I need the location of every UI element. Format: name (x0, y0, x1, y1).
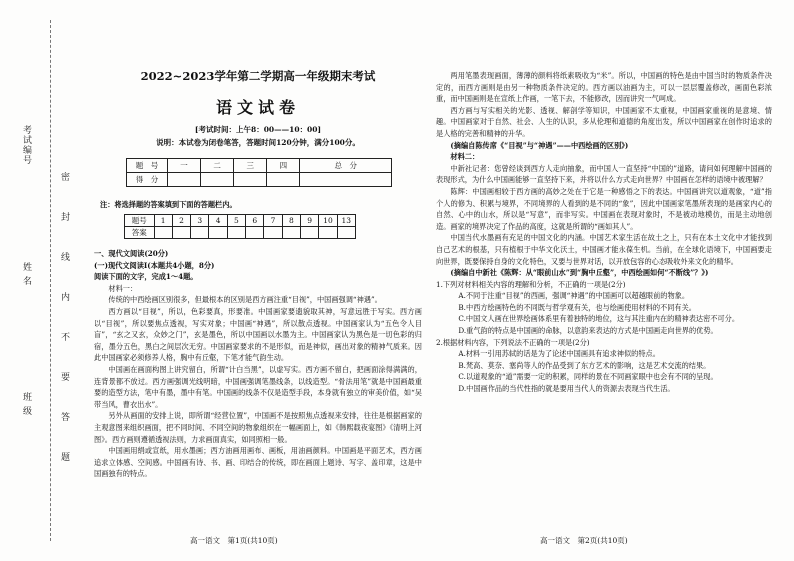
material-label: 材料二： (450, 152, 480, 162)
answer-table-alabel: 答案 (125, 227, 155, 239)
paragraph: 西方画与写实相关的光影、透视、解剖学等知识，中国画家不太重视，中国画家重视的是意境、情趣。中国画家对于自然、社会、人生的认识，多从伦理和道德的角度出发，所以中国画家在创作时追求的是人格的完善和精神的升华。 (436, 105, 772, 138)
option: A.不同于注重“目视”的西画，强调“神遇”的中国画可以超越眼前的物象。 (458, 291, 690, 301)
score-cell[interactable] (300, 173, 392, 187)
exam-notice: 说明：本试卷为闭卷笔答，答题时间120分钟，满分100分。 (156, 138, 360, 147)
seal-char: 密 (59, 172, 69, 182)
answer-cell[interactable] (301, 227, 319, 239)
question-number: 10 (319, 215, 337, 227)
seal-char: 线 (59, 252, 69, 262)
seal-line (50, 20, 51, 541)
score-table-header: 题 号 (127, 159, 168, 173)
option: D.重气韵的特点是中国画的命脉，以意韵来表达的方式是中国画走向世界的优势。 (458, 326, 718, 336)
class-label: 班 级 (21, 392, 31, 416)
answer-table-qlabel: 题号 (125, 215, 155, 227)
option: B.中西方绘画特色的不同既与哲学观有关，也与绘画使用材料的不同有关。 (458, 302, 696, 312)
paragraph: 中国当代水墨画有充足的中国文化的内涵。中国艺术家生活在故土之上，只有在本土文化中才能找到自己艺术的根基，只有植根于中华文化沃土，中国画才能永葆生机。当前，在全球化语境下，中国画要走向世界，既要保持自身的文化特色，又要与世界对话，以开放包容的心态吸收外来文化的精华。 (436, 233, 772, 266)
answer-note: 注：将选择题的答案填到下面的答题栏内。 (100, 200, 237, 209)
question-number: 8 (282, 215, 300, 227)
score-col: 二 (201, 159, 234, 173)
score-col: 总 分 (300, 159, 392, 173)
paragraph: 另外从画面的安排上说，即所谓“经营位置”，中国画不是按照焦点透视来安排，往往是根据画家的主观意图来组织画面，把不同时间、不同空间的物象组织在一幅画面上，如《韩熙载夜宴图》《清明上河图》。西方画则遵循透视法则，力求画面真实，如同照相一般。 (94, 411, 422, 444)
instruction: 阅读下面的文字，完成1～4题。 (94, 272, 198, 282)
page-footer-left: 高一语文 第1页(共10页) (190, 536, 278, 545)
paragraph: 西方画以“目视”，所以，色彩要真，形要准。中国画家要遗貌取其神，写意远胜于写实。西方画以“目视”，所以要焦点透视，写实对象；中国画“神遇”，所以散点透视。中国画家认为“五色令人目盲”，“玄之又玄，众妙之门”，玄是墨色，所以中国画以水墨为主。中国画家认为黑色是一切色彩的归宿，墨分五色，黑白之间层次无穷。中国画家要求的不是形似，而是神似，画出对象的精神气质来。因此中国画家必须修养人格，胸中有丘壑，下笔才能气韵生动。 (94, 306, 422, 363)
question-number: 2 (172, 215, 190, 227)
score-cell[interactable] (267, 173, 300, 187)
question-number: 9 (301, 215, 319, 227)
question-number: 5 (227, 215, 245, 227)
seal-char: 题 (59, 452, 69, 462)
paragraph: 中新社记者：您曾经谈到西方人走向抽象，而中国人一直坚持“中国的”道路，请问如何理解中国画的表现形式，为什么中国画能够一直坚持下来，并将以什么方式走向世界？中国画在怎样的语境中被理解？ (436, 163, 772, 185)
score-cell[interactable] (168, 173, 201, 187)
question-number: 3 (191, 215, 209, 227)
score-cell[interactable] (201, 173, 234, 187)
answer-cell[interactable] (264, 227, 282, 239)
paragraph: 中国画在画面构图上讲究留白，所谓“计白当黑”，以虚写实。西方画不留白，把画面涂得满满的，连背景都不放过。西方画强调光线明暗，中国画强调笔墨线条，以线造型。“骨法用笔”就是中国画最重要的造型方法，笔中有墨，墨中有笔。中国画的线条不仅是造型手段，本身就有独立的审美价值，如“吴带当风，曹衣出水”。 (94, 364, 422, 409)
score-col: 一 (168, 159, 201, 173)
seal-char: 内 (59, 292, 69, 302)
source-citation: (摘编自陈传席《“目视”与“神遇”——中西绘画的区别》) (450, 140, 629, 150)
question-number: 13 (337, 215, 355, 227)
source-citation: (摘编自中新社《陈辉：从“眼前山水”到“胸中丘壑”，中西绘画如何“不断线”？》) (450, 268, 709, 278)
score-row-label: 得 分 (127, 173, 168, 187)
score-table (126, 158, 392, 187)
answer-cell[interactable] (282, 227, 300, 239)
paragraph: 传统的中西绘画区别很多，但最根本的区别是西方画注重“目视”，中国画强调“神遇”。 (108, 295, 382, 305)
question: 1.下列对材料相关内容的理解和分析，不正确的一项是(2分) (436, 279, 626, 289)
subject-title: 语文试卷 (215, 98, 300, 117)
option: D.中国画作品的当代性指的就是要用当代人的资源去表现当代生活。 (458, 384, 675, 394)
option: C.中国文人画在世界绘画体系里有着独特的地位，这与其注重内在的精神表达密不可分。 (458, 314, 740, 324)
answer-cell[interactable] (191, 227, 209, 239)
exam-title: 2022~2023学年第二学期高一年级期末考试 (140, 69, 376, 83)
seal-char: 封 (59, 212, 69, 222)
score-cell[interactable] (234, 173, 267, 187)
option: B.梵高、莫奈、塞尚等人的作品受到了东方艺术的影响，这是艺术交流的结果。 (458, 360, 711, 370)
seal-char: 不 (59, 332, 69, 342)
answer-cell[interactable] (227, 227, 245, 239)
section-heading: 一、现代文阅读(20分) (94, 249, 169, 258)
answer-table (124, 214, 356, 239)
question: 2.根据材料内容，下列说法不正确的一项是(2分) (436, 337, 590, 347)
option: C.以道观象的“道”需要一定的积累，同样的景在不同画家眼中也会有不同的呈现。 (458, 372, 718, 382)
paragraph: 两用笔墨表现画面，薄薄的颜料将纸素吸收为“米”。所以，中国画的特色是由中国当时的物质条件决定的，而西方画则是由另一种物质条件决定的。西方画以油画为主，可以一层层覆盖修改，画面色彩浓重，而中国画则是在宣纸上作画，一笔下去，不能修改，因而讲究一气呵成。 (436, 71, 772, 104)
answer-cell[interactable] (172, 227, 190, 239)
right-column (436, 70, 772, 395)
seal-char: 要 (59, 372, 69, 382)
paragraph: 中国画用绢或宣纸，用水墨画；西方油画用画布、画板，用油画颜料。中国画是平面艺术，西方画追求立体感、空间感。中国画有诗、书、画、印结合的传统，即在画面上题诗、写字、盖印章，这是中国画独有的特点。 (94, 446, 422, 479)
question-number: 4 (209, 215, 227, 227)
left-column (94, 248, 422, 480)
score-col: 三 (234, 159, 267, 173)
question-number: 1 (154, 215, 172, 227)
paragraph: 陈辉：中国画相较于西方画的高妙之处在于它是一种感悟之下的表达。中国画讲究以道观象，“道”指个人的修为、积累与境界，不同境界的人看到的是不同的“象”，因此中国画家笔墨所表现的是画家内心的自然、心中的山水，所以是“写意”，而非写实。中国画在表现对象时，不是被动地模仿，而是主动地创造。画家的境界决定了作品的高度，这就是所谓的“画如其人”。 (436, 186, 772, 231)
answer-cell[interactable] (246, 227, 264, 239)
answer-cell[interactable] (319, 227, 337, 239)
option: A.材料一引用苏轼的话是为了论述中国画具有追求神似的特点。 (458, 349, 660, 359)
binding-strip (0, 0, 78, 561)
material-label: 材料一： (108, 283, 138, 293)
exam-time: [考试时间：上午8：00——10：00] (194, 125, 322, 134)
question-number: 7 (264, 215, 282, 227)
score-col: 四 (267, 159, 300, 173)
answer-cell[interactable] (154, 227, 172, 239)
page-footer-right: 高一语文 第2页(共10页) (540, 536, 628, 545)
name-label: 姓 名 (21, 262, 31, 286)
seal-char: 答 (59, 412, 69, 422)
answer-cell[interactable] (337, 227, 355, 239)
exam-number-label: 考试编号 (21, 125, 31, 165)
answer-cell[interactable] (209, 227, 227, 239)
subsection-heading: (一)现代文阅读Ⅰ(本题共4小题，8分) (94, 260, 215, 270)
question-number: 6 (246, 215, 264, 227)
